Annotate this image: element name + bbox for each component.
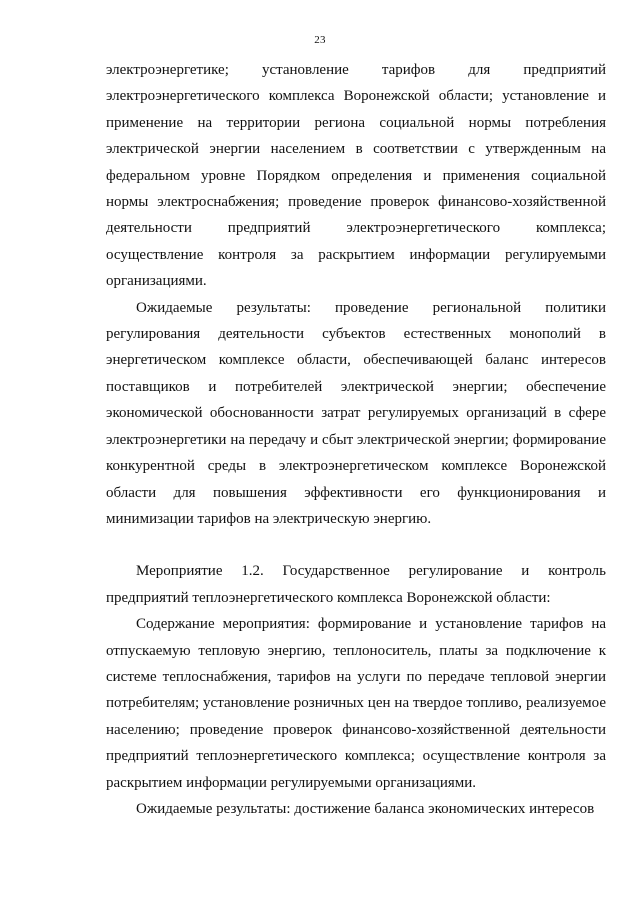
paragraph-electricity-results: Ожидаемые результаты: проведение региональной политики регулирования деятельности субъектов естественных монополий в энергетическом комплексе области, обеспечивающей баланс интересов поставщиков и потребителей электрической энергии; обеспечение экономической обоснованности затрат регулируемых организаций в сфере электроэнергетики на передачу и сбыт электрической энергии; формирование конкурентной среды в электроэнергетическом комплексе Воронежской области для повышения эффективности его функционирования и минимизации тарифов на электрическую энергию.: [106, 299, 606, 527]
paragraph-measure-1-2-heading: Мероприятие 1.2. Государственное регулирование и контроль предприятий теплоэнергетического комплекса Воронежской области:: [106, 563, 606, 606]
paragraph-electricity-measures: электроэнергетике; установление тарифов для предприятий электроэнергетического комплекса Воронежской области; установление и применение на территории региона социальной нормы потребления электрической энергии населением в соответствии с утвержденным на федеральном уровне Порядком определения и применения социальной нормы электроснабжения; проведение проверок финансово-хозяйственной деятельности предприятий электроэнергетического комплекса; осуществление контроля за раскрытием информации регулируемыми организациями.: [106, 62, 606, 290]
paragraph-measure-1-2-results: Ожидаемые результаты: достижение баланса экономических интересов: [136, 800, 595, 817]
page-number: 23: [314, 34, 326, 46]
paragraph-measure-1-2-content: Содержание мероприятия: формирование и установление тарифов на отпускаемую тепловую энергию, теплоноситель, платы за подключение к системе теплоснабжения, тарифов на услуги по передаче тепловой энергии потребителям; установление розничных цен на твердое топливо, реализуемое населению; проведение проверок финансово-хозяйственной деятельности предприятий теплоэнергетического комплекса; осуществление контроля за раскрытием информации регулируемыми организациями.: [106, 616, 606, 791]
document-body: [106, 57, 606, 822]
